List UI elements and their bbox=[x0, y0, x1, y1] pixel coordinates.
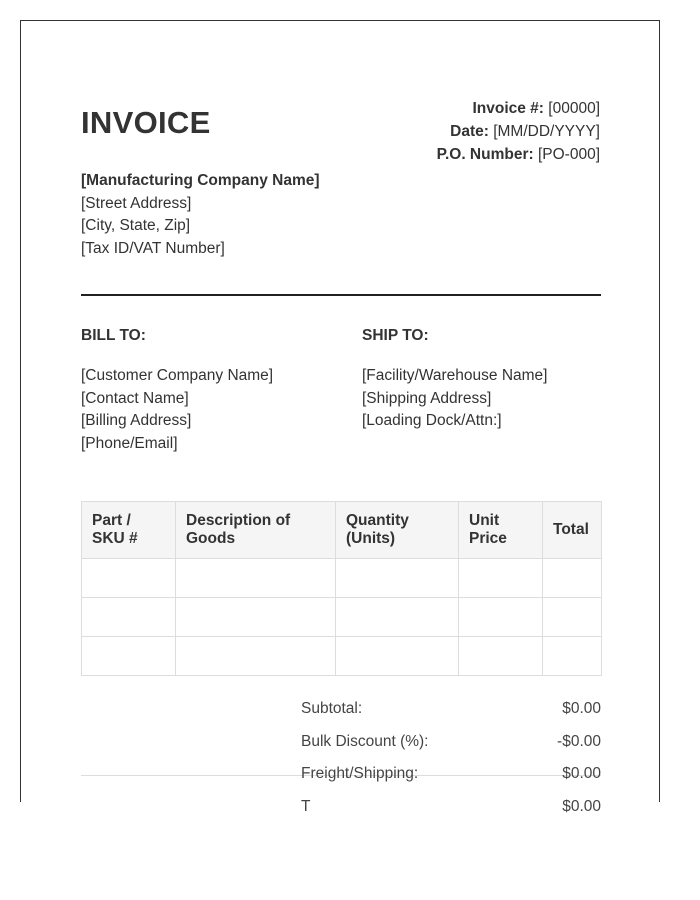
table-cell bbox=[543, 559, 602, 598]
ship-to-block bbox=[362, 326, 548, 433]
invoice-date-row bbox=[437, 120, 600, 143]
freight-shipping-row bbox=[301, 758, 601, 791]
table-row bbox=[82, 559, 602, 598]
table-row bbox=[82, 637, 602, 676]
line-items-table bbox=[81, 501, 602, 676]
table-cell bbox=[336, 559, 459, 598]
po-number-label: P.O. Number: bbox=[436, 146, 534, 163]
table-cell bbox=[336, 637, 459, 676]
bill-to-address: [Billing Address] bbox=[81, 412, 192, 429]
bill-to-block bbox=[81, 326, 273, 455]
company-city: [City, State, Zip] bbox=[81, 217, 191, 234]
table-row bbox=[82, 598, 602, 637]
column-header-quantity: Quantity (Units) bbox=[336, 502, 459, 559]
tax-label: T bbox=[301, 797, 311, 815]
bill-to-company: [Customer Company Name] bbox=[81, 367, 274, 384]
ship-to-facility: [Facility/Warehouse Name] bbox=[362, 367, 548, 384]
subtotal-row bbox=[301, 693, 601, 726]
subtotal-value: $0.00 bbox=[562, 700, 601, 717]
invoice-meta bbox=[437, 97, 600, 166]
bill-to-heading: BILL TO: bbox=[81, 327, 146, 344]
table-cell bbox=[176, 559, 336, 598]
table-cell bbox=[82, 598, 176, 637]
column-header-part-sku: Part / SKU # bbox=[82, 502, 176, 559]
table-cell bbox=[176, 637, 336, 676]
invoice-title: INVOICE bbox=[81, 105, 211, 140]
company-street: [Street Address] bbox=[81, 194, 192, 212]
tax-row-partial bbox=[301, 791, 601, 824]
invoice-date-label: Date: bbox=[450, 123, 489, 140]
bulk-discount-row bbox=[301, 726, 601, 759]
invoice-number-row bbox=[437, 97, 600, 120]
invoice-page bbox=[20, 20, 660, 815]
ship-to-attn: [Loading Dock/Attn:] bbox=[362, 412, 502, 429]
bulk-discount-label: Bulk Discount (%): bbox=[301, 732, 429, 750]
column-header-unit-price: Unit Price bbox=[459, 502, 543, 559]
bulk-discount-value: -$0.00 bbox=[557, 732, 601, 750]
invoice-date-value: [MM/DD/YYYY] bbox=[493, 123, 600, 140]
subtotal-label: Subtotal: bbox=[301, 700, 363, 717]
bill-to-contact: [Contact Name] bbox=[81, 389, 189, 407]
table-cell bbox=[82, 637, 176, 676]
table-cell bbox=[543, 598, 602, 637]
header-divider bbox=[81, 294, 601, 296]
table-cell bbox=[176, 598, 336, 637]
table-header-row bbox=[82, 502, 602, 559]
column-header-total: Total bbox=[543, 502, 602, 559]
company-name: [Manufacturing Company Name] bbox=[81, 172, 320, 189]
ship-to-heading: SHIP TO: bbox=[362, 327, 429, 344]
po-number-value: [PO-000] bbox=[537, 146, 600, 163]
freight-shipping-value: $0.00 bbox=[562, 765, 601, 782]
company-tax-id: [Tax ID/VAT Number] bbox=[81, 239, 225, 257]
ship-to-address: [Shipping Address] bbox=[362, 389, 492, 407]
table-cell bbox=[459, 637, 543, 676]
bill-to-phone-email: [Phone/Email] bbox=[81, 434, 178, 452]
totals-block bbox=[301, 693, 601, 823]
company-address-block bbox=[81, 170, 320, 260]
invoice-number-label: Invoice #: bbox=[472, 100, 544, 117]
po-number-row bbox=[437, 143, 600, 166]
tax-value: $0.00 bbox=[562, 797, 601, 815]
table-cell bbox=[543, 637, 602, 676]
freight-shipping-label: Freight/Shipping: bbox=[301, 765, 419, 782]
table-cell bbox=[336, 598, 459, 637]
column-header-description: Description of Goods bbox=[176, 502, 336, 559]
table-cell bbox=[459, 598, 543, 637]
table-cell bbox=[82, 559, 176, 598]
table-cell bbox=[459, 559, 543, 598]
invoice-number-value: [00000] bbox=[548, 100, 600, 117]
